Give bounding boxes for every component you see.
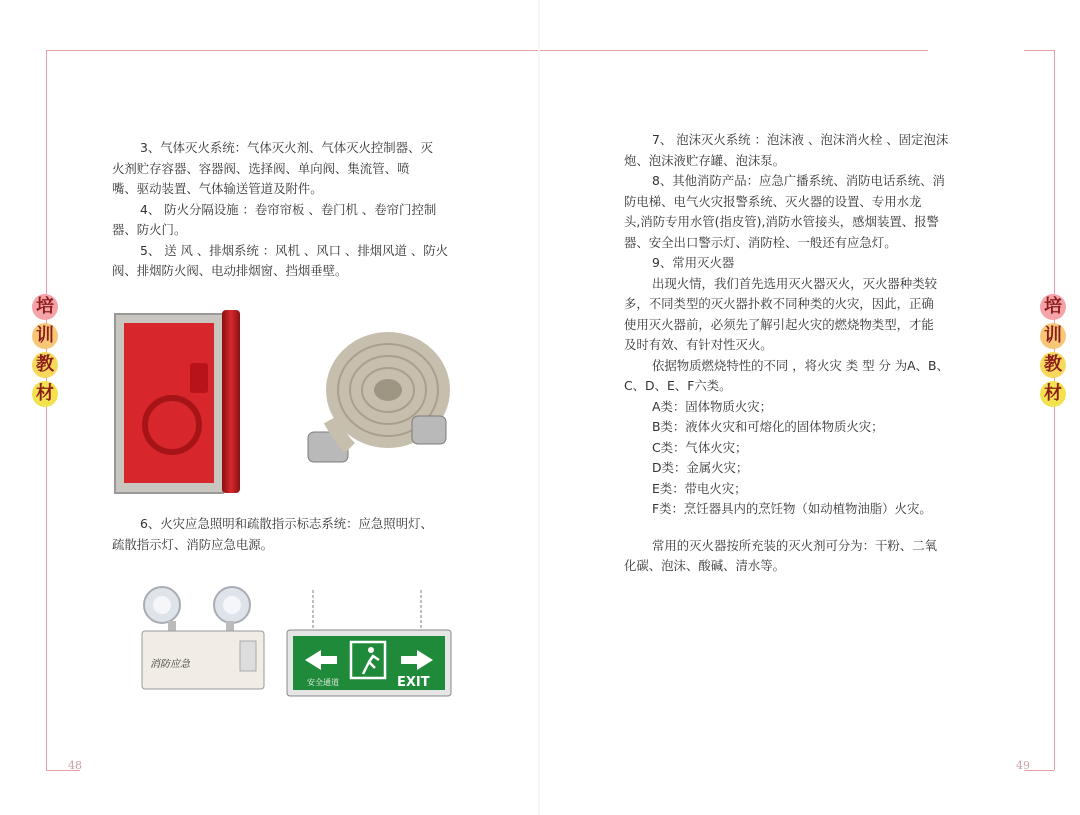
- outer-rule-right: [1054, 50, 1055, 770]
- page-number-left: 48: [68, 759, 82, 772]
- sidebar-char: 培: [1040, 294, 1066, 320]
- paragraph-line: 及时有效、有针对性灭火。: [624, 337, 773, 352]
- sidebar-char: 教: [32, 352, 58, 378]
- right-page: [540, 0, 1080, 815]
- emergency-lamp-image: [140, 585, 266, 695]
- fire-class-item: F类：烹饪器具内的烹饪物（如动植物油脂）火灾。: [652, 501, 932, 516]
- sidebar-char: 材: [1040, 381, 1066, 407]
- paragraph-line: 炮、泡沫液贮存罐、泡沫泵。: [624, 152, 786, 168]
- paragraph-line: 4、 防火分隔设施 ：卷帘帘板 、卷门机 、卷帘门控制: [140, 201, 437, 217]
- fire-class-item: A类：固体物质火灾；: [652, 398, 772, 414]
- left-text-lower: [112, 514, 462, 555]
- paragraph-line: 7、 泡沫灭火系统 ：泡沫液 、泡沫消火栓 、固定泡沫: [652, 132, 949, 147]
- paragraph-line: 依据物质燃烧特性的不同 ，将火灾 类 型 分 为A、B、: [652, 357, 949, 373]
- exit-sign-text: EXIT: [397, 675, 430, 690]
- section-heading: 9、常用灭火器: [652, 255, 735, 270]
- exit-sign-image: [285, 590, 453, 698]
- fire-hose-image: [300, 320, 452, 480]
- sidebar-tag-left: [32, 294, 60, 410]
- sidebar-char: 材: [32, 381, 58, 407]
- hydrant-cabinet-image: [114, 313, 224, 494]
- fire-class-item: D类：金属火灾；: [652, 460, 749, 475]
- paragraph-line: 阀、排烟防火阀、电动排烟窗、挡烟垂壁。: [112, 263, 348, 278]
- paragraph-line: C、D、E、F六类。: [624, 378, 732, 393]
- sidebar-char: 教: [1040, 352, 1066, 378]
- top-rule-right-end: [1024, 50, 1054, 51]
- sidebar-char: 培: [32, 294, 58, 320]
- top-rule-right: [540, 50, 928, 51]
- page-number-right: 49: [1016, 759, 1030, 772]
- exit-sign-cn: 安全通道: [307, 678, 339, 687]
- paragraph-line: 化碳、泡沫、酸碱、清水等。: [624, 558, 786, 573]
- paragraph-line: 嘴、驱动装置、气体输送管道及附件。: [112, 181, 323, 196]
- outer-rule-left: [46, 50, 47, 770]
- top-rule-left: [46, 50, 540, 51]
- paragraph-line: 出现火情，我们首先选用灭火器灭火，灭火器种类较: [652, 275, 937, 291]
- paragraph-line: 常用的灭火器按所充装的灭火剂可分为：干粉、二氧: [652, 537, 937, 553]
- paragraph-line: 器、防火门。: [112, 222, 187, 237]
- paragraph-line: 5、 送 风 、排烟系统 ：风机 、风口 、排烟风道 、防火: [140, 242, 449, 258]
- fire-pipe-image: [222, 310, 240, 493]
- paragraph-line: 疏散指示灯、消防应急电源。: [112, 536, 274, 552]
- paragraph-line: 3、气体灭火系统：气体灭火剂、气体灭火控制器、灭: [140, 140, 433, 155]
- fire-class-item: C类：气体火灾；: [652, 439, 748, 455]
- left-text-upper: [112, 138, 462, 282]
- sidebar-tag-right: [1040, 294, 1068, 410]
- fire-class-item: E类：带电火灾；: [652, 480, 747, 496]
- paragraph-line: 头,消防专用水管(指皮管),消防水管接头，感烟装置、报警: [624, 214, 939, 229]
- sidebar-char: 训: [32, 323, 58, 349]
- paragraph-line: 防电梯、电气火灾报警系统、灭火器的设置、专用水龙: [624, 193, 922, 209]
- right-text: [624, 130, 979, 577]
- paragraph-line: 器、安全出口警示灯、消防栓、一般还有应急灯。: [624, 234, 897, 250]
- paragraph-line: 6、火灾应急照明和疏散指示标志系统：应急照明灯、: [140, 516, 433, 531]
- paragraph-line: 火剂贮存容器、容器阀、选择阀、单向阀、集流管、喷: [112, 160, 410, 176]
- lamp-label: 消防应急: [150, 659, 190, 670]
- paragraph-line: 多，不同类型的灭火器扑救不同种类的火灾，因此，正确: [624, 296, 934, 311]
- paragraph-line: 8、其他消防产品：应急广播系统、消防电话系统、消: [652, 173, 945, 188]
- paragraph-line: 使用灭火器前，必须先了解引起火灾的燃烧物类型，才能: [624, 316, 934, 332]
- sidebar-char: 训: [1040, 323, 1066, 349]
- fire-class-item: B类：液体火灾和可熔化的固体物质火灾；: [652, 419, 884, 434]
